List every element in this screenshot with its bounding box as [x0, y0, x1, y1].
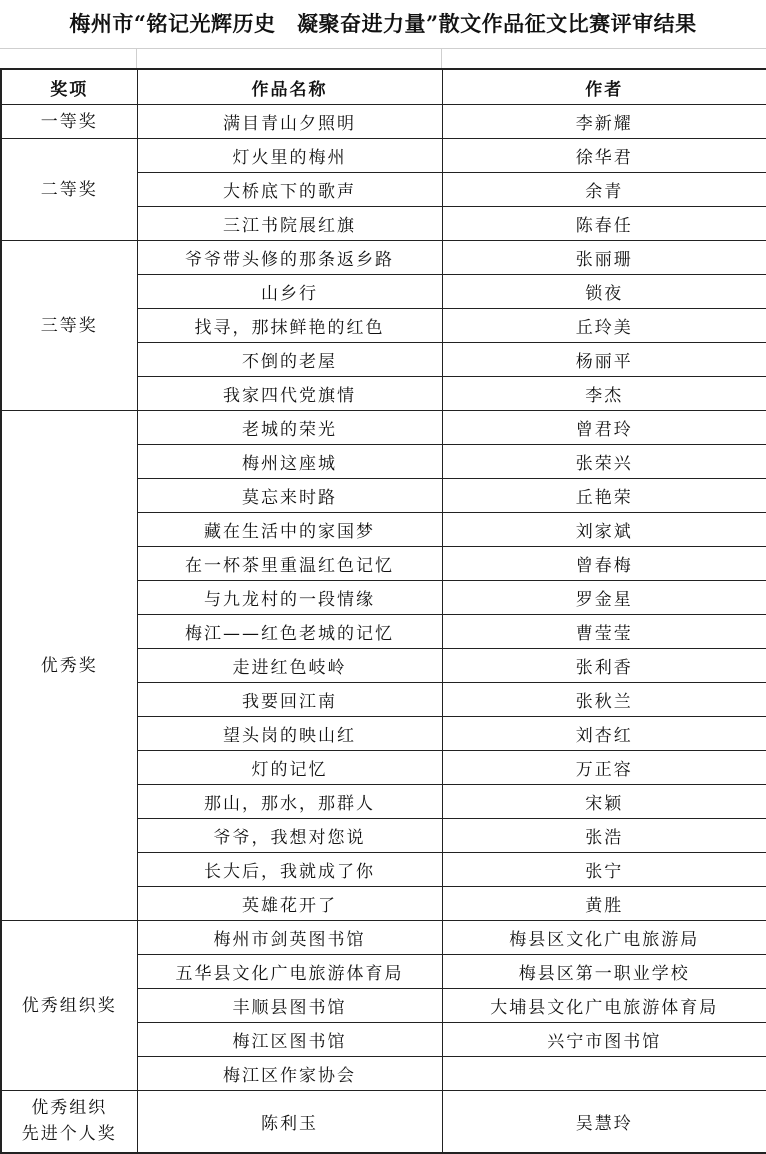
author-cell: 刘杏红	[442, 717, 766, 751]
work-title-cell: 与九龙村的一段情缘	[137, 581, 442, 615]
work-title-cell: 丰顺县图书馆	[137, 989, 442, 1023]
page-title: 梅州市“铭记光辉历史 凝聚奋进力量”散文作品征文比赛评审结果	[69, 11, 697, 36]
award-cell	[1, 1091, 137, 1153]
empty-row-divider	[136, 49, 137, 69]
work-title-cell: 灯的记忆	[137, 751, 442, 785]
award-cell: 二等奖	[1, 139, 137, 241]
author-cell: 张秋兰	[442, 683, 766, 717]
empty-header-row	[0, 48, 766, 69]
author-cell: 张利香	[442, 649, 766, 683]
header-author: 作者	[442, 69, 766, 105]
award-cell: 三等奖	[1, 241, 137, 411]
work-title-cell: 梅州市剑英图书馆	[137, 921, 442, 955]
work-title-cell: 梅江区图书馆	[137, 1023, 442, 1057]
table-row	[1, 1091, 766, 1153]
author-cell: 余青	[442, 173, 766, 207]
author-cell: 曹莹莹	[442, 615, 766, 649]
work-title-cell: 五华县文化广电旅游体育局	[137, 955, 442, 989]
award-cell: 一等奖	[1, 105, 137, 139]
header-award: 奖项	[1, 69, 137, 105]
table-row	[1, 105, 766, 139]
work-title-cell: 我家四代党旗情	[137, 377, 442, 411]
work-title-cell: 望头岗的映山红	[137, 717, 442, 751]
author-cell: 罗金星	[442, 581, 766, 615]
author-cell: 徐华君	[442, 139, 766, 173]
work-title-cell: 梅江——红色老城的记忆	[137, 615, 442, 649]
work-title-cell: 梅州这座城	[137, 445, 442, 479]
work-title-cell: 爷爷，我想对您说	[137, 819, 442, 853]
results-table	[0, 68, 766, 1154]
author-cell: 李杰	[442, 377, 766, 411]
author-cell: 锁夜	[442, 275, 766, 309]
work-title-cell: 那山，那水，那群人	[137, 785, 442, 819]
work-title-cell: 走进红色岐岭	[137, 649, 442, 683]
table-row	[1, 139, 766, 173]
author-cell: 张宁	[442, 853, 766, 887]
work-title-cell: 不倒的老屋	[137, 343, 442, 377]
work-title-cell: 莫忘来时路	[137, 479, 442, 513]
work-title-cell: 我要回江南	[137, 683, 442, 717]
author-cell: 梅县区第一职业学校	[442, 955, 766, 989]
work-title-cell: 陈利玉	[137, 1091, 442, 1153]
work-title-cell: 找寻，那抹鲜艳的红色	[137, 309, 442, 343]
work-title-cell: 梅江区作家协会	[137, 1057, 442, 1091]
work-title-cell: 长大后，我就成了你	[137, 853, 442, 887]
work-title-cell: 在一杯茶里重温红色记忆	[137, 547, 442, 581]
award-line: 优秀组织	[31, 1098, 108, 1119]
work-title-cell: 大桥底下的歌声	[137, 173, 442, 207]
author-cell	[442, 1057, 766, 1091]
work-title-cell: 英雄花开了	[137, 887, 442, 921]
work-title-cell: 三江书院展红旗	[137, 207, 442, 241]
author-cell: 吴慧玲	[442, 1091, 766, 1153]
author-cell: 张荣兴	[442, 445, 766, 479]
author-cell: 陈春任	[442, 207, 766, 241]
author-cell: 杨丽平	[442, 343, 766, 377]
empty-row-divider	[441, 49, 442, 69]
award-cell: 优秀组织奖	[1, 921, 137, 1091]
author-cell: 丘艳荣	[442, 479, 766, 513]
work-title-cell: 藏在生活中的家国梦	[137, 513, 442, 547]
table-row	[1, 241, 766, 275]
author-cell: 张浩	[442, 819, 766, 853]
author-cell: 兴宁市图书馆	[442, 1023, 766, 1057]
author-cell: 梅县区文化广电旅游局	[442, 921, 766, 955]
header-work: 作品名称	[137, 69, 442, 105]
author-cell: 张丽珊	[442, 241, 766, 275]
table-header-row	[1, 69, 766, 105]
work-title-cell: 老城的荣光	[137, 411, 442, 445]
work-title-cell: 满目青山夕照明	[137, 105, 442, 139]
author-cell: 曾春梅	[442, 547, 766, 581]
table-row	[1, 921, 766, 955]
author-cell: 李新耀	[442, 105, 766, 139]
work-title-cell: 灯火里的梅州	[137, 139, 442, 173]
work-title-cell: 爷爷带头修的那条返乡路	[137, 241, 442, 275]
author-cell: 黄胜	[442, 887, 766, 921]
author-cell: 宋颖	[442, 785, 766, 819]
author-cell: 刘家斌	[442, 513, 766, 547]
award-cell: 优秀奖	[1, 411, 137, 921]
author-cell: 大埔县文化广电旅游体育局	[442, 989, 766, 1023]
author-cell: 丘玲美	[442, 309, 766, 343]
award-line: 先进个人奖	[21, 1124, 117, 1145]
author-cell: 曾君玲	[442, 411, 766, 445]
author-cell: 万正容	[442, 751, 766, 785]
work-title-cell: 山乡行	[137, 275, 442, 309]
table-row	[1, 411, 766, 445]
